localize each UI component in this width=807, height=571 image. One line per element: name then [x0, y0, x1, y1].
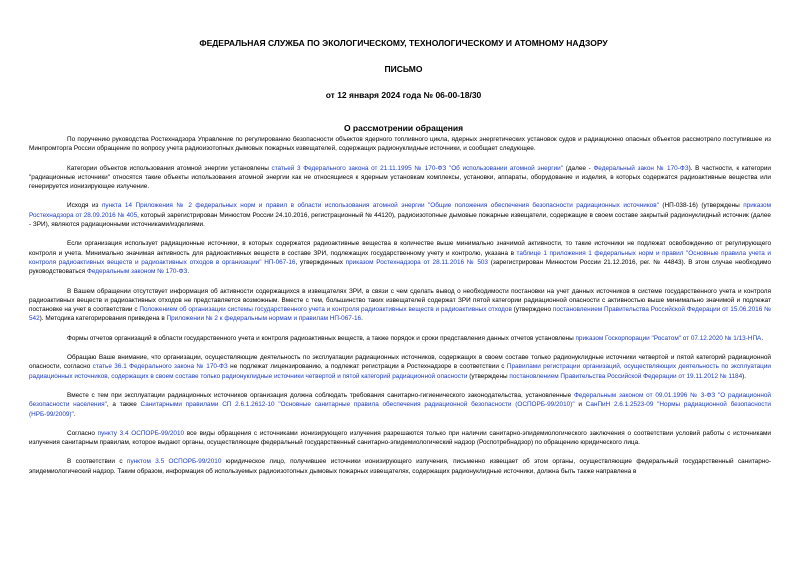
paragraph-text: (НП-038-16) (утверждены: [658, 202, 744, 210]
paragraph-text: Формы отчетов организаций в области государственного учета и контроля радиоактивных веществ, а также порядок и сроки представления данных отчетов установлены: [67, 334, 576, 342]
document-body: [29, 135, 771, 486]
paragraph-text: .: [361, 315, 363, 323]
paragraph-text: ). Методика категорирования приведена в: [39, 315, 167, 323]
document-link[interactable]: Правилами регистрации организаций, осуществляющих деятельность по эксплуатации радиационных источников, содержащих в своем составе только радионуклидные источники четвертой и пятой категорий радиационной опасности: [29, 363, 771, 380]
document-link[interactable]: пункту 3.4 ОСПОРБ-99/2010: [97, 429, 185, 437]
paragraph-text: В Вашем обращении отсутствует информация об активности содержащихся в извещателях ЗРИ, в связи с чем сделать вывод о необходимости постановки на учет данных источников в системе государственного учета и контроля радиоактивных веществ и радиоактивных отходов не представляется возможным. Вместе с тем, большинство таких извещателей содержат ЗРИ пятой категории радиационной опасности с активностью выше минимально значимой и подлежат постановке на учет в соответствии с: [29, 287, 771, 314]
paragraph-text: юридическое лицо, получившее источники ионизирующего излучения, письменно извещает об этом органы, осуществляющие федеральный государственный санитарно-эпидемиологический надзор. Таким образом, информация об используемых радиоизотопных дымовых пожарных извещателях, содержащих радионуклидные источники, должна быть также направлена в: [29, 458, 771, 475]
paragraph-text: (далее -: [563, 164, 594, 172]
paragraph-text: ). В частности, к категории "радиационные источники" относятся такие объекты использования атомной энергии как не относящиеся к ядерным установкам комплексы, установки, аппараты, оборудование и изделия, в которых содержатся радиоактивные вещества или генерируется ионизирующее излучение.: [29, 164, 771, 191]
paragraph-text: Обращаю Ваше внимание, что организации, осуществляющие деятельность по эксплуатации радиационных источников, содержащих в своем составе только радионуклидные источники четвертой и пятой категорий радиационной опасности, согласно: [29, 354, 771, 371]
paragraph-7: [29, 353, 771, 381]
paragraph-text: , а также: [106, 401, 141, 409]
document-link[interactable]: постановлением Правительства Российской Федерации от 19.11.2012 № 1184: [509, 372, 743, 380]
document-link[interactable]: Федеральный закон № 170-ФЗ: [593, 164, 689, 172]
paragraph-text: Исходя из: [67, 202, 102, 210]
paragraph-text: (утверждено: [511, 306, 553, 314]
paragraph-2: [29, 164, 771, 192]
document-link[interactable]: Федеральным законом от 09.01.1996 № 3-ФЗ "О радиационной безопасности населения": [29, 391, 771, 409]
document-link[interactable]: Санитарными правилами СП 2.6.1.2612-10 "Основные санитарные правила обеспечения радиационной безопасности (ОСПОРБ-99/2010)": [140, 401, 575, 409]
paragraph-text: (зарегистрирован Минюстом России 21.12.2016, рег. № 44843). В этом случае необходимо руководствоваться: [29, 258, 771, 276]
document-link[interactable]: пункта 14 Приложения № 2 федеральных норм и правил в области использования атомной энергии "Общие положения обеспечения безопасности радиационных источников": [101, 202, 659, 210]
paragraph-10: [29, 457, 771, 476]
document-link[interactable]: Приложении № 2 к федеральным нормам и правилам НП-067-16: [166, 315, 362, 323]
document-link[interactable]: Положением об организации системы государственного учета и контроля радиоактивных веществ и радиоактивных отходов: [139, 306, 512, 314]
paragraph-text: Если организация использует радиационные источники, в которых содержатся радиоактивные вещества в количестве выше минимально значимой активности, то такие источники не подлежат освобождению от регулирующего контроля и учета. Минимально значимая активность для радиоактивных веществ в составе ЗРИ, подлежащих государственному учету и контролю, указана в: [29, 240, 771, 257]
paragraph-text: Категории объектов использования атомной энергии установлены: [67, 164, 272, 172]
document-date-number: от 12 января 2024 года № 06-00-18/30: [325, 90, 482, 100]
paragraph-8: [29, 391, 771, 419]
document-link[interactable]: таблице 1 приложения 1 федеральных норм и правил "Основные правила учета и контроля радиоактивных веществ и радиоактивных отходов в организации" НП-067-16: [29, 249, 771, 266]
paragraph-3: [29, 201, 771, 229]
paragraph-4: [29, 239, 771, 276]
paragraph-text: (утверждены: [467, 372, 510, 380]
paragraph-text: не подлежат лицензированию, а подлежат регистрации в Ростехнадзоре в соответствии с: [227, 363, 507, 371]
paragraph-text: В соответствии с: [67, 458, 127, 466]
agency-title: ФЕДЕРАЛЬНАЯ СЛУЖБА ПО ЭКОЛОГИЧЕСКОМУ, ТЕХНОЛОГИЧЕСКОМУ И АТОМНОМУ НАДЗОРУ: [199, 38, 608, 48]
document-link[interactable]: СанПиН 2.6.1.2523-09 "Нормы радиационной безопасности (НРБ-99/2009)": [29, 401, 771, 418]
paragraph-text: .: [187, 268, 190, 276]
document-link[interactable]: приказом Ростехнадзора от 28.09.2016 № 405: [29, 202, 771, 219]
paragraph-text: ).: [742, 372, 747, 380]
paragraph-text: Согласно: [67, 429, 98, 437]
document-link[interactable]: приказом Ростехнадзора от 28.11.2016 № 503: [345, 258, 488, 266]
paragraph-text: Вместе с тем при эксплуатации радиационных источников организация должна соблюдать требования санитарно-гигиенического законодательства, установленные: [67, 391, 574, 399]
document-link[interactable]: приказом Госкорпорации "Росатом" от 07.12.2020 № 1/13-НПА: [575, 334, 762, 342]
paragraph-text: По поручению руководства Ростехнадзора Управление по регулированию безопасности объектов ядерного топливного цикла, ядерных энергетических установок судов и радиационно опасных объектов рассмотрело поступившее из Минпромторга России обращение по вопросу учета радиоизотопных дымовых пожарных извещателей, содержащих радионуклидные источники, и сообщает следующее.: [29, 136, 771, 153]
document-link[interactable]: Федеральным законом № 170-ФЗ: [87, 268, 188, 276]
document-link[interactable]: статьей 3 Федерального закона от 21.11.1995 № 170-ФЗ "Об использовании атомной энергии": [271, 164, 564, 172]
paragraph-6: [29, 334, 771, 343]
paragraph-text: , который зарегистрирован Минюстом России 24.10.2016, регистрационный № 44120), радиоизотопные дымовые пожарные извещатели, содержащие в своем составе закрытый радионуклидный источник (далее - ЗРИ), являются радиационными источниками/изделиями.: [29, 211, 771, 229]
paragraph-text: .: [761, 334, 764, 342]
document-link[interactable]: статье 36.1 Федерального закона № 170-ФЗ: [92, 363, 228, 371]
document-link[interactable]: постановлением Правительства Российской Федерации от 15.06.2016 № 542: [29, 306, 771, 323]
document-type: ПИСЬМО: [384, 64, 423, 74]
paragraph-1: [29, 135, 771, 154]
document-subject: О рассмотрении обращения: [343, 123, 464, 133]
paragraph-text: .: [73, 410, 76, 418]
paragraph-text: все виды обращения с источниками ионизирующего излучения разрешаются только при наличии санитарно-эпидемиологического заключения о соответствии условий работы с источниками излучения санитарным правилам, которое выдают органы, осуществляющие федеральный государственный санитарно-эпидемиологический надзор (Роспотребнадзор) по обращению юридического лица.: [29, 429, 771, 447]
paragraph-text: и: [574, 401, 586, 409]
document-link[interactable]: пунктом 3.5 ОСПОРБ-99/2010: [127, 458, 222, 466]
paragraph-text: , утвержденных: [295, 258, 346, 266]
paragraph-9: [29, 429, 771, 448]
paragraph-5: [29, 287, 771, 324]
